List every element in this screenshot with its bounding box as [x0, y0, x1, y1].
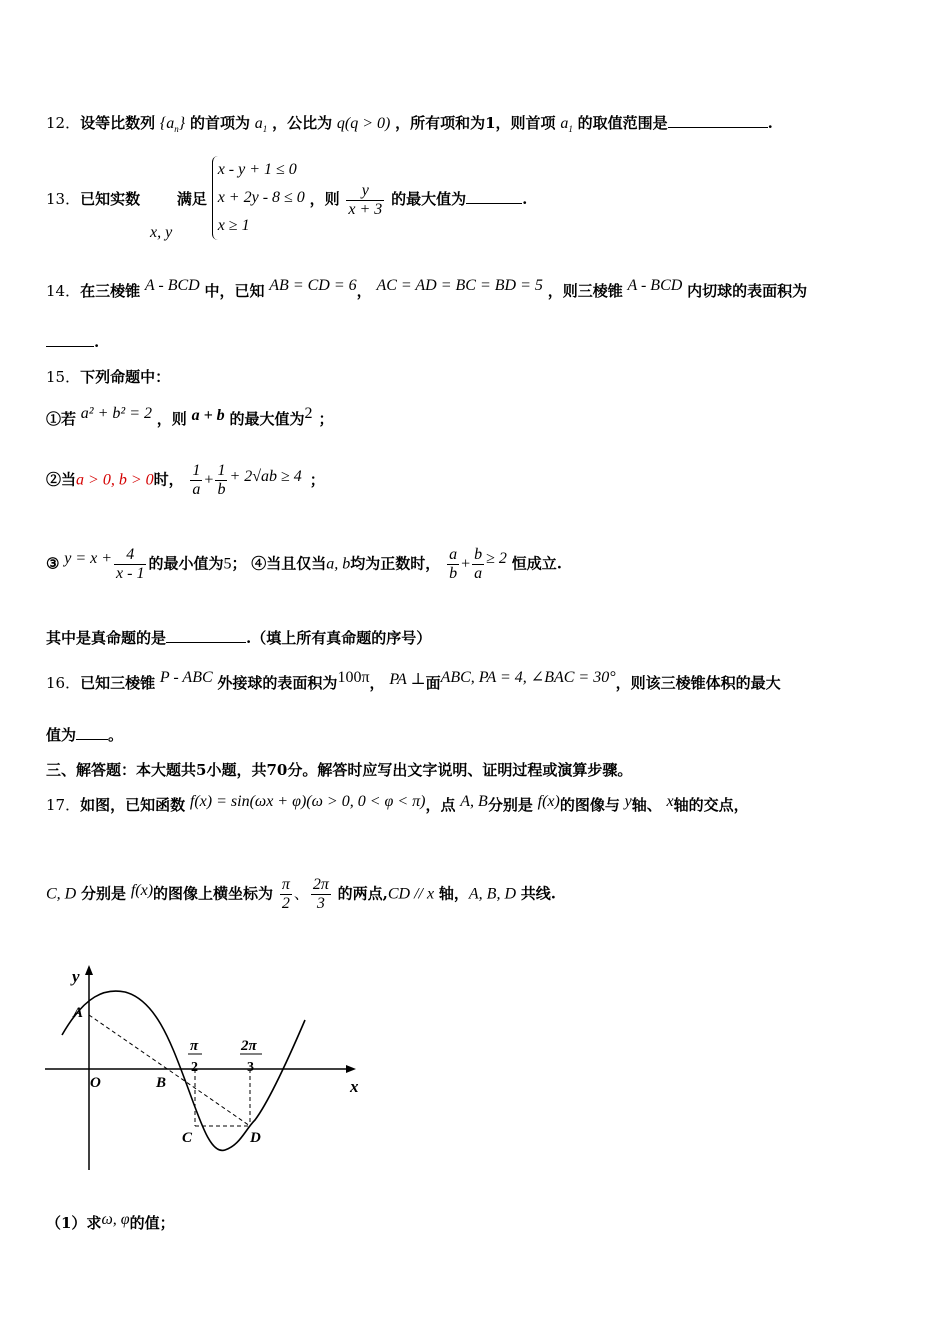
q12-text: ，公比为	[272, 114, 333, 132]
q17-sep: 、	[293, 884, 309, 903]
p2-text: 时，	[153, 470, 184, 489]
tick-2-den: 3	[247, 1060, 254, 1075]
section-heading: 三、解答题：本大题共5小题，共70分。解答时应写出文字说明、证明过程或演算步骤。	[46, 761, 633, 779]
q15-number: 15．	[46, 368, 81, 386]
sub1-vars: ω, φ	[101, 1211, 130, 1228]
answer-blank[interactable]	[46, 332, 94, 347]
q17-text: 轴的交点，	[673, 796, 749, 814]
q16-text: 值为	[46, 726, 77, 744]
q17-fraction-2: $\frac{2\pi}{3}$	[312, 876, 329, 912]
q17-text: 的图像上横坐标为	[153, 884, 274, 903]
q12-text: 设等比数列	[80, 114, 156, 132]
q13-text: 满足	[176, 190, 207, 208]
q13-text: 已知实数	[80, 190, 141, 208]
q16-text: 外接球的表面积为	[217, 674, 338, 692]
p3-value: 5	[223, 555, 232, 573]
question-14-blank-line	[46, 332, 99, 351]
q17-parallel: CD // x	[387, 885, 435, 903]
answer-blank[interactable]	[668, 113, 768, 128]
sine-graph	[40, 960, 370, 1180]
constraint-3: x ≥ 1	[217, 217, 250, 234]
q17-sub-1	[46, 1212, 175, 1233]
q13-text: 的最大值为	[391, 190, 467, 208]
p2-end: ；	[309, 470, 325, 489]
p1-end: ；	[318, 410, 334, 428]
p3-sep: ；	[231, 554, 247, 573]
q17-text: ，点	[425, 796, 456, 814]
q17-collinear: A, B, D	[468, 885, 516, 903]
q13-end: .	[522, 190, 528, 208]
q13-text: ，则	[309, 190, 340, 208]
constraint-1: x - y + 1 ≤ 0	[217, 161, 297, 178]
p4-fraction-2: $\frac{b}{a}$	[474, 546, 483, 582]
p1-text: 的最大值为	[229, 410, 305, 428]
label-o: O	[90, 1075, 101, 1091]
q12-sequence: $\{a_n\}$	[159, 115, 186, 135]
question-16-line-2	[46, 724, 123, 745]
constraint-2: x + 2y - 8 ≤ 0	[217, 189, 305, 206]
p4-vars: a, b	[326, 555, 351, 573]
q16-text: 已知三棱锥	[80, 674, 156, 692]
q14-pyramid-2: A - BCD	[627, 277, 683, 294]
q17-cd: C, D	[46, 885, 77, 903]
q16-pyramid: P - ABC	[159, 669, 213, 686]
q14-number: 14．	[46, 282, 81, 300]
p1-value: 2	[304, 405, 313, 422]
q16-text: ，则该三棱锥体积的最大	[615, 674, 781, 692]
x-axis-arrow	[346, 1065, 356, 1073]
p1-condition: a² + b² = 2	[80, 405, 152, 422]
q14-text: 在三棱锥	[80, 282, 141, 300]
label-d: D	[250, 1130, 261, 1146]
q12-ratio: q(q > 0)	[336, 115, 391, 132]
label-y: y	[72, 967, 80, 986]
question-12	[46, 112, 773, 134]
q16-text: 面	[425, 674, 441, 692]
p3-function: y = x +	[64, 549, 113, 567]
tick-1-den: 2	[191, 1060, 198, 1075]
sub1-number: （1）求	[46, 1214, 102, 1232]
tick-2-num: 2π	[241, 1038, 257, 1054]
q13-number: 13．	[46, 190, 81, 208]
q17-text: 分别是	[487, 796, 533, 814]
q16-number: 16．	[46, 674, 81, 692]
q12-text: 的首项为	[189, 114, 250, 132]
q16-condition: ABC, PA = 4, ∠BAC = 30°	[440, 669, 616, 686]
q17-fx-2: f(x)	[130, 881, 154, 899]
proposition-2: ②当a > 0, b > 0时， $\frac{1}{a}$ + $\frac{1}{b}$ + 2√ab ≥ 4 ；	[46, 462, 325, 498]
q17-number: 17．	[46, 796, 81, 814]
p2-prefix: ②当	[46, 470, 77, 489]
q15-text: 下列命题中：	[80, 368, 171, 386]
q13-fraction: $\frac{y}{x + 3}$	[348, 181, 383, 218]
q17-text: 的两点,	[337, 884, 388, 903]
p4-end: 恒成立.	[511, 554, 562, 573]
p2-rest: + 2√ab ≥ 4	[229, 467, 302, 485]
q17-y: y	[624, 793, 632, 810]
question-14	[46, 277, 808, 301]
question-16	[46, 669, 781, 693]
q16-area: 100π	[337, 669, 370, 686]
p3-fraction: $\frac{4}{x - 1}$	[116, 546, 145, 582]
p4-prefix: ④当且仅当	[251, 554, 327, 573]
sub1-end: 的值；	[129, 1214, 175, 1232]
label-b: B	[156, 1075, 167, 1091]
answer-blank[interactable]	[76, 725, 108, 740]
q16-text: ，	[369, 674, 385, 692]
sine-curve	[62, 991, 305, 1150]
q14-text: 中，已知	[204, 282, 265, 300]
q12-end: .	[767, 114, 773, 132]
p3-prefix: ③	[46, 554, 60, 573]
question-13	[46, 158, 527, 242]
q12-text: ，所有项和为1，则首项	[395, 114, 556, 132]
q13-vars: x, y	[150, 224, 173, 241]
q13-constraints	[212, 156, 305, 240]
p1-text: ，则	[156, 410, 187, 428]
q12-a1-b: $a_1$	[560, 115, 573, 135]
question-17-line-2	[46, 876, 556, 913]
q12-text: 的取值范围是	[577, 114, 668, 132]
p4-text: 均为正数时，	[350, 554, 441, 573]
q14-text: 内切球的表面积为	[687, 282, 808, 300]
q12-a1: $a_1$	[254, 115, 268, 135]
p4-fraction-1: $\frac{a}{b}$	[449, 546, 458, 582]
q17-text: 如图，已知函数	[80, 796, 186, 814]
p4-rest: ≥ 2	[486, 549, 507, 567]
q16-end: 。	[108, 726, 124, 744]
q16-perp: PA ⊥	[389, 671, 426, 688]
p1-expression: a + b	[191, 407, 225, 424]
question-15	[46, 366, 170, 387]
q14-comma: ，	[356, 282, 372, 300]
q14-equation-1: AB = CD = 6	[269, 277, 357, 294]
answer-blank[interactable]	[466, 189, 522, 204]
q15-summary-text: 其中是真命题的是	[46, 629, 167, 647]
proposition-1	[46, 405, 334, 429]
proposition-3-4: ③ y = x + $\frac{4}{x - 1}$ 的最小值为5； ④当且仅当a, b均为正数时， $\frac{a}{b}$ + $\frac{b}{a}$ ≥ 2 恒成立.	[46, 546, 562, 582]
q17-text: 的图像与	[559, 796, 620, 814]
label-c: C	[182, 1130, 193, 1146]
q17-fraction-1: $\frac{\pi}{2}$	[281, 876, 290, 912]
question-17	[46, 794, 749, 815]
q15-summary-end: .（填上所有真命题的序号）	[246, 629, 432, 647]
q14-equation-2: AC = AD = BC = BD = 5	[376, 277, 543, 294]
p1-prefix: ①若	[46, 410, 77, 428]
answer-blank[interactable]	[166, 628, 246, 643]
q17-text: 轴，	[438, 884, 469, 903]
q15-summary	[46, 627, 431, 648]
line-ad	[89, 1015, 250, 1126]
tick-1-num: π	[190, 1038, 199, 1054]
q17-text: 轴、	[631, 796, 662, 814]
q17-fx: f(x)	[537, 793, 560, 810]
label-x: x	[350, 1077, 359, 1096]
p2-fraction-1: $\frac{1}{a}$	[192, 462, 201, 498]
q17-text: 共线.	[520, 884, 557, 903]
q17-x: x	[666, 793, 674, 810]
q14-text: ，则三棱锥	[547, 282, 623, 300]
p3-text: 的最小值为	[148, 554, 224, 573]
q14-pyramid: A - BCD	[144, 277, 200, 294]
y-axis-arrow	[85, 965, 93, 975]
q17-function: f(x) = sin(ωx + φ)(ω > 0, 0 < φ < π)	[189, 793, 426, 810]
p2-condition: a > 0, b > 0	[76, 471, 154, 489]
p2-fraction-2: $\frac{1}{b}$	[217, 462, 226, 498]
q12-number: 12．	[46, 114, 81, 132]
q17-points: A, B	[460, 793, 488, 810]
q17-text: 分别是	[81, 884, 127, 903]
label-a: A	[73, 1005, 84, 1021]
q14-end: .	[94, 333, 100, 351]
